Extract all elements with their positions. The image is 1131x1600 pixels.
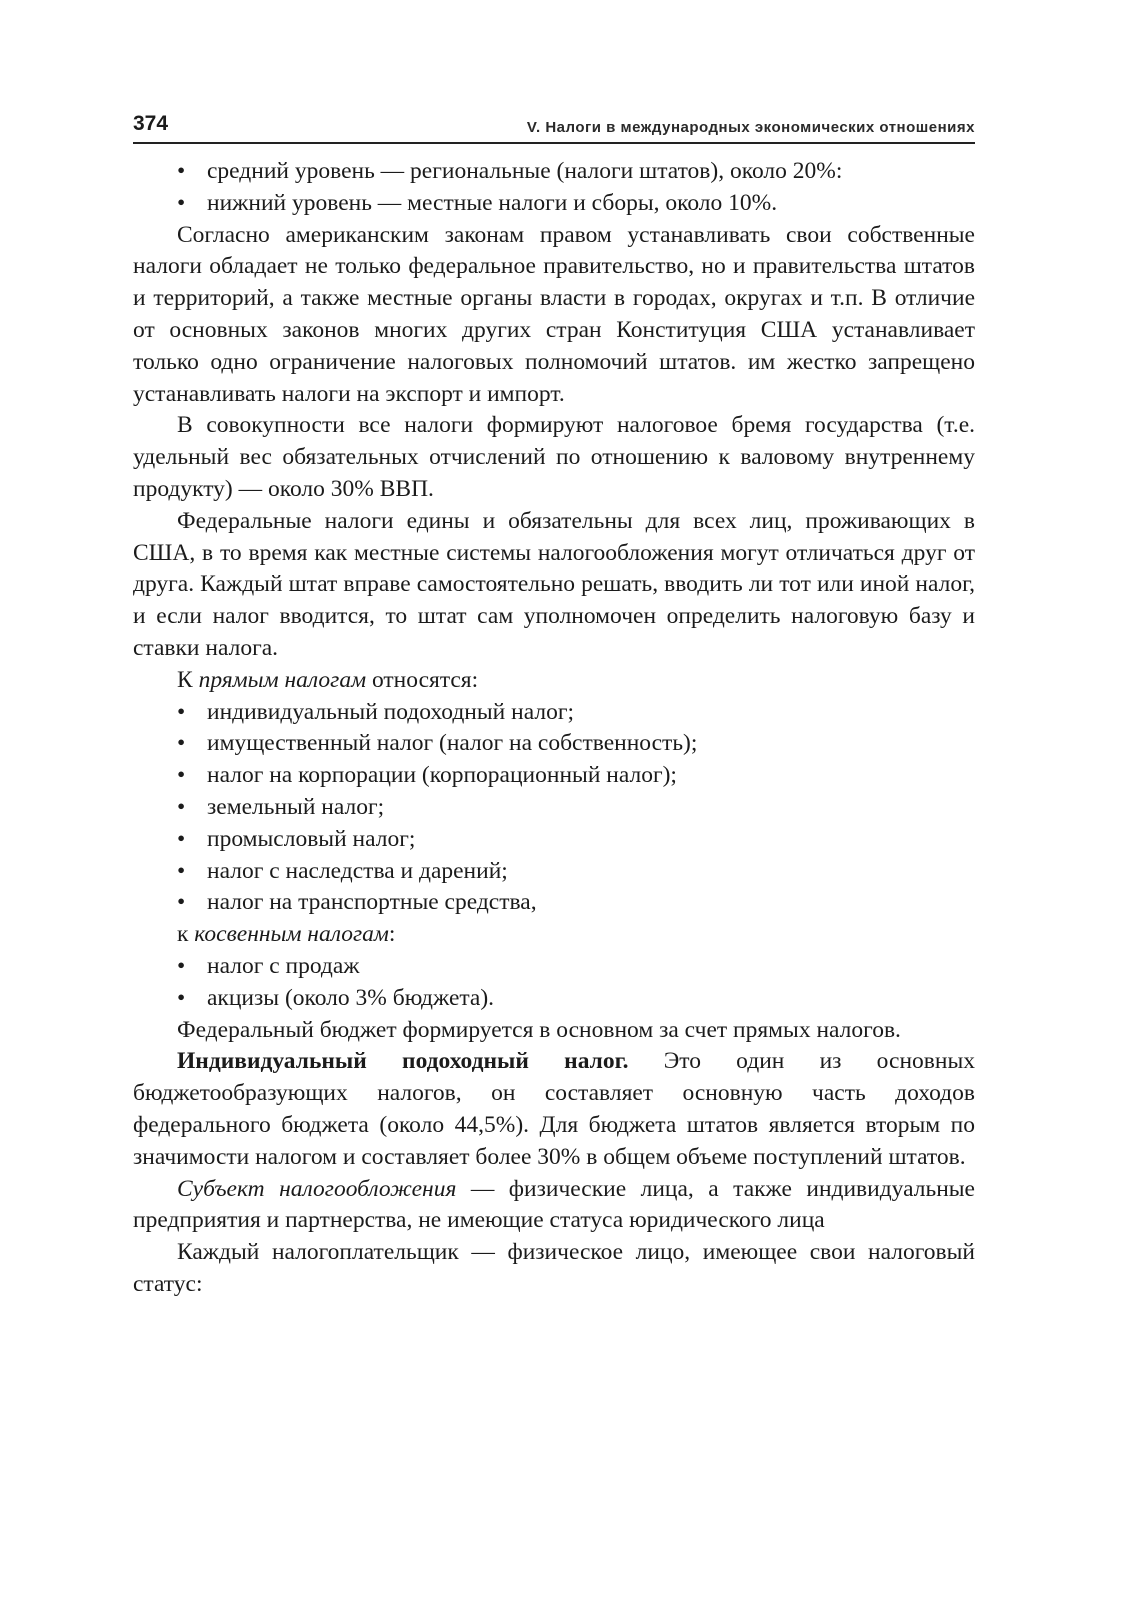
- direct-taxes-term: прямым налогам: [198, 666, 367, 693]
- list-item-text: земельный налог;: [207, 793, 385, 820]
- income-tax-text: Это один из основных бюджетообразующих налогов, он составляет основную часть доходов федерального бюджета (около 44,5%). Для бюджета штатов является вторым по значимости налогом и составляет более 30% в общем объеме поступлений штатов.: [133, 1048, 975, 1170]
- list-item-text: промысловый налог;: [207, 825, 416, 852]
- paragraph-tax-subject: [133, 1174, 975, 1238]
- direct-intro-prefix: К: [177, 666, 199, 693]
- tax-subject-text: — физические лица, а также индивидуальные предприятия и партнерства, не имеющие статуса юридического лица: [133, 1175, 975, 1234]
- list-item-text: акцизы (около 3% бюджета).: [207, 984, 495, 1011]
- indirect-taxes-term: косвенным налогам: [194, 921, 389, 948]
- direct-taxes-intro: [133, 665, 975, 697]
- list-item: [133, 156, 975, 188]
- tax-subject-term: Субъект налогообложения: [177, 1175, 457, 1202]
- list-item: [133, 856, 975, 888]
- paragraph-tax-authority: Согласно американским законам правом устанавливать свои собственные налоги обладает не только федеральное правительство, но и правительства штатов и территорий, а также местные органы власти в городах, округах и т.п. В отличие от основных законов многих других стран Конституция США устанавливает только одно ограничение налоговых полномочий штатов. им жестко запрещено устанавливать налоги на экспорт и импорт.: [133, 221, 975, 407]
- list-item: [133, 887, 975, 919]
- list-item: [133, 728, 975, 760]
- list-item: [133, 824, 975, 856]
- list-item-text: налог с наследства и дарений;: [207, 857, 508, 884]
- indirect-intro-prefix: к: [177, 921, 195, 948]
- direct-intro-suffix: относятся:: [366, 666, 479, 693]
- paragraph-federal-local: Федеральные налоги едины и обязательны для всех лиц, проживающих в США, в то время как местные системы налогообложения могут отличаться друг от друга. Каждый штат вправе самостоятельно решать, вводить ли тот или иной налог, и если налог вводится, то штат сам уполномочен определить налоговую базу и ставки налога.: [133, 507, 975, 661]
- paragraph-tax-burden: В совокупности все налоги формируют налоговое бремя государства (т.е. удельный вес обязательных отчислений по отношению к валовому внутреннему продукту) — около 30% ВВП.: [133, 412, 975, 502]
- indirect-taxes-intro: [133, 919, 975, 951]
- list-item: [133, 760, 975, 792]
- book-page: [133, 112, 975, 1301]
- page-number: 374: [133, 112, 169, 135]
- list-item: [133, 951, 975, 983]
- paragraph-income-tax: [133, 1046, 975, 1173]
- list-item-text: нижний уровень — местные налоги и сборы, около 10%.: [207, 189, 778, 216]
- list-item: [133, 792, 975, 824]
- list-item-text: имущественный налог (налог на собственность);: [207, 730, 698, 757]
- list-item-text: средний уровень — региональные (налоги штатов), около 20%:: [207, 158, 843, 184]
- running-head: [133, 112, 975, 144]
- list-item: [133, 697, 975, 729]
- list-item-text: индивидуальный подоходный налог;: [207, 698, 574, 725]
- list-item-text: налог на корпорации (корпорационный налог);: [207, 762, 677, 789]
- list-item-text: налог с продаж: [207, 952, 360, 979]
- list-item: [133, 188, 975, 220]
- body-text: [133, 156, 975, 1301]
- list-item-text: налог на транспортные средства,: [207, 889, 537, 916]
- paragraph-taxpayer-status: Каждый налогоплательщик — физическое лицо, имеющее свои налоговый статус:: [133, 1239, 975, 1297]
- indirect-intro-suffix: :: [388, 921, 396, 948]
- chapter-title: V. Налоги в международных экономических отношениях: [526, 119, 975, 136]
- list-item: [133, 983, 975, 1015]
- income-tax-term: Индивидуальный подоходный налог.: [177, 1048, 629, 1075]
- paragraph-federal-budget: Федеральный бюджет формируется в основном за счет прямых налогов.: [177, 1016, 901, 1043]
